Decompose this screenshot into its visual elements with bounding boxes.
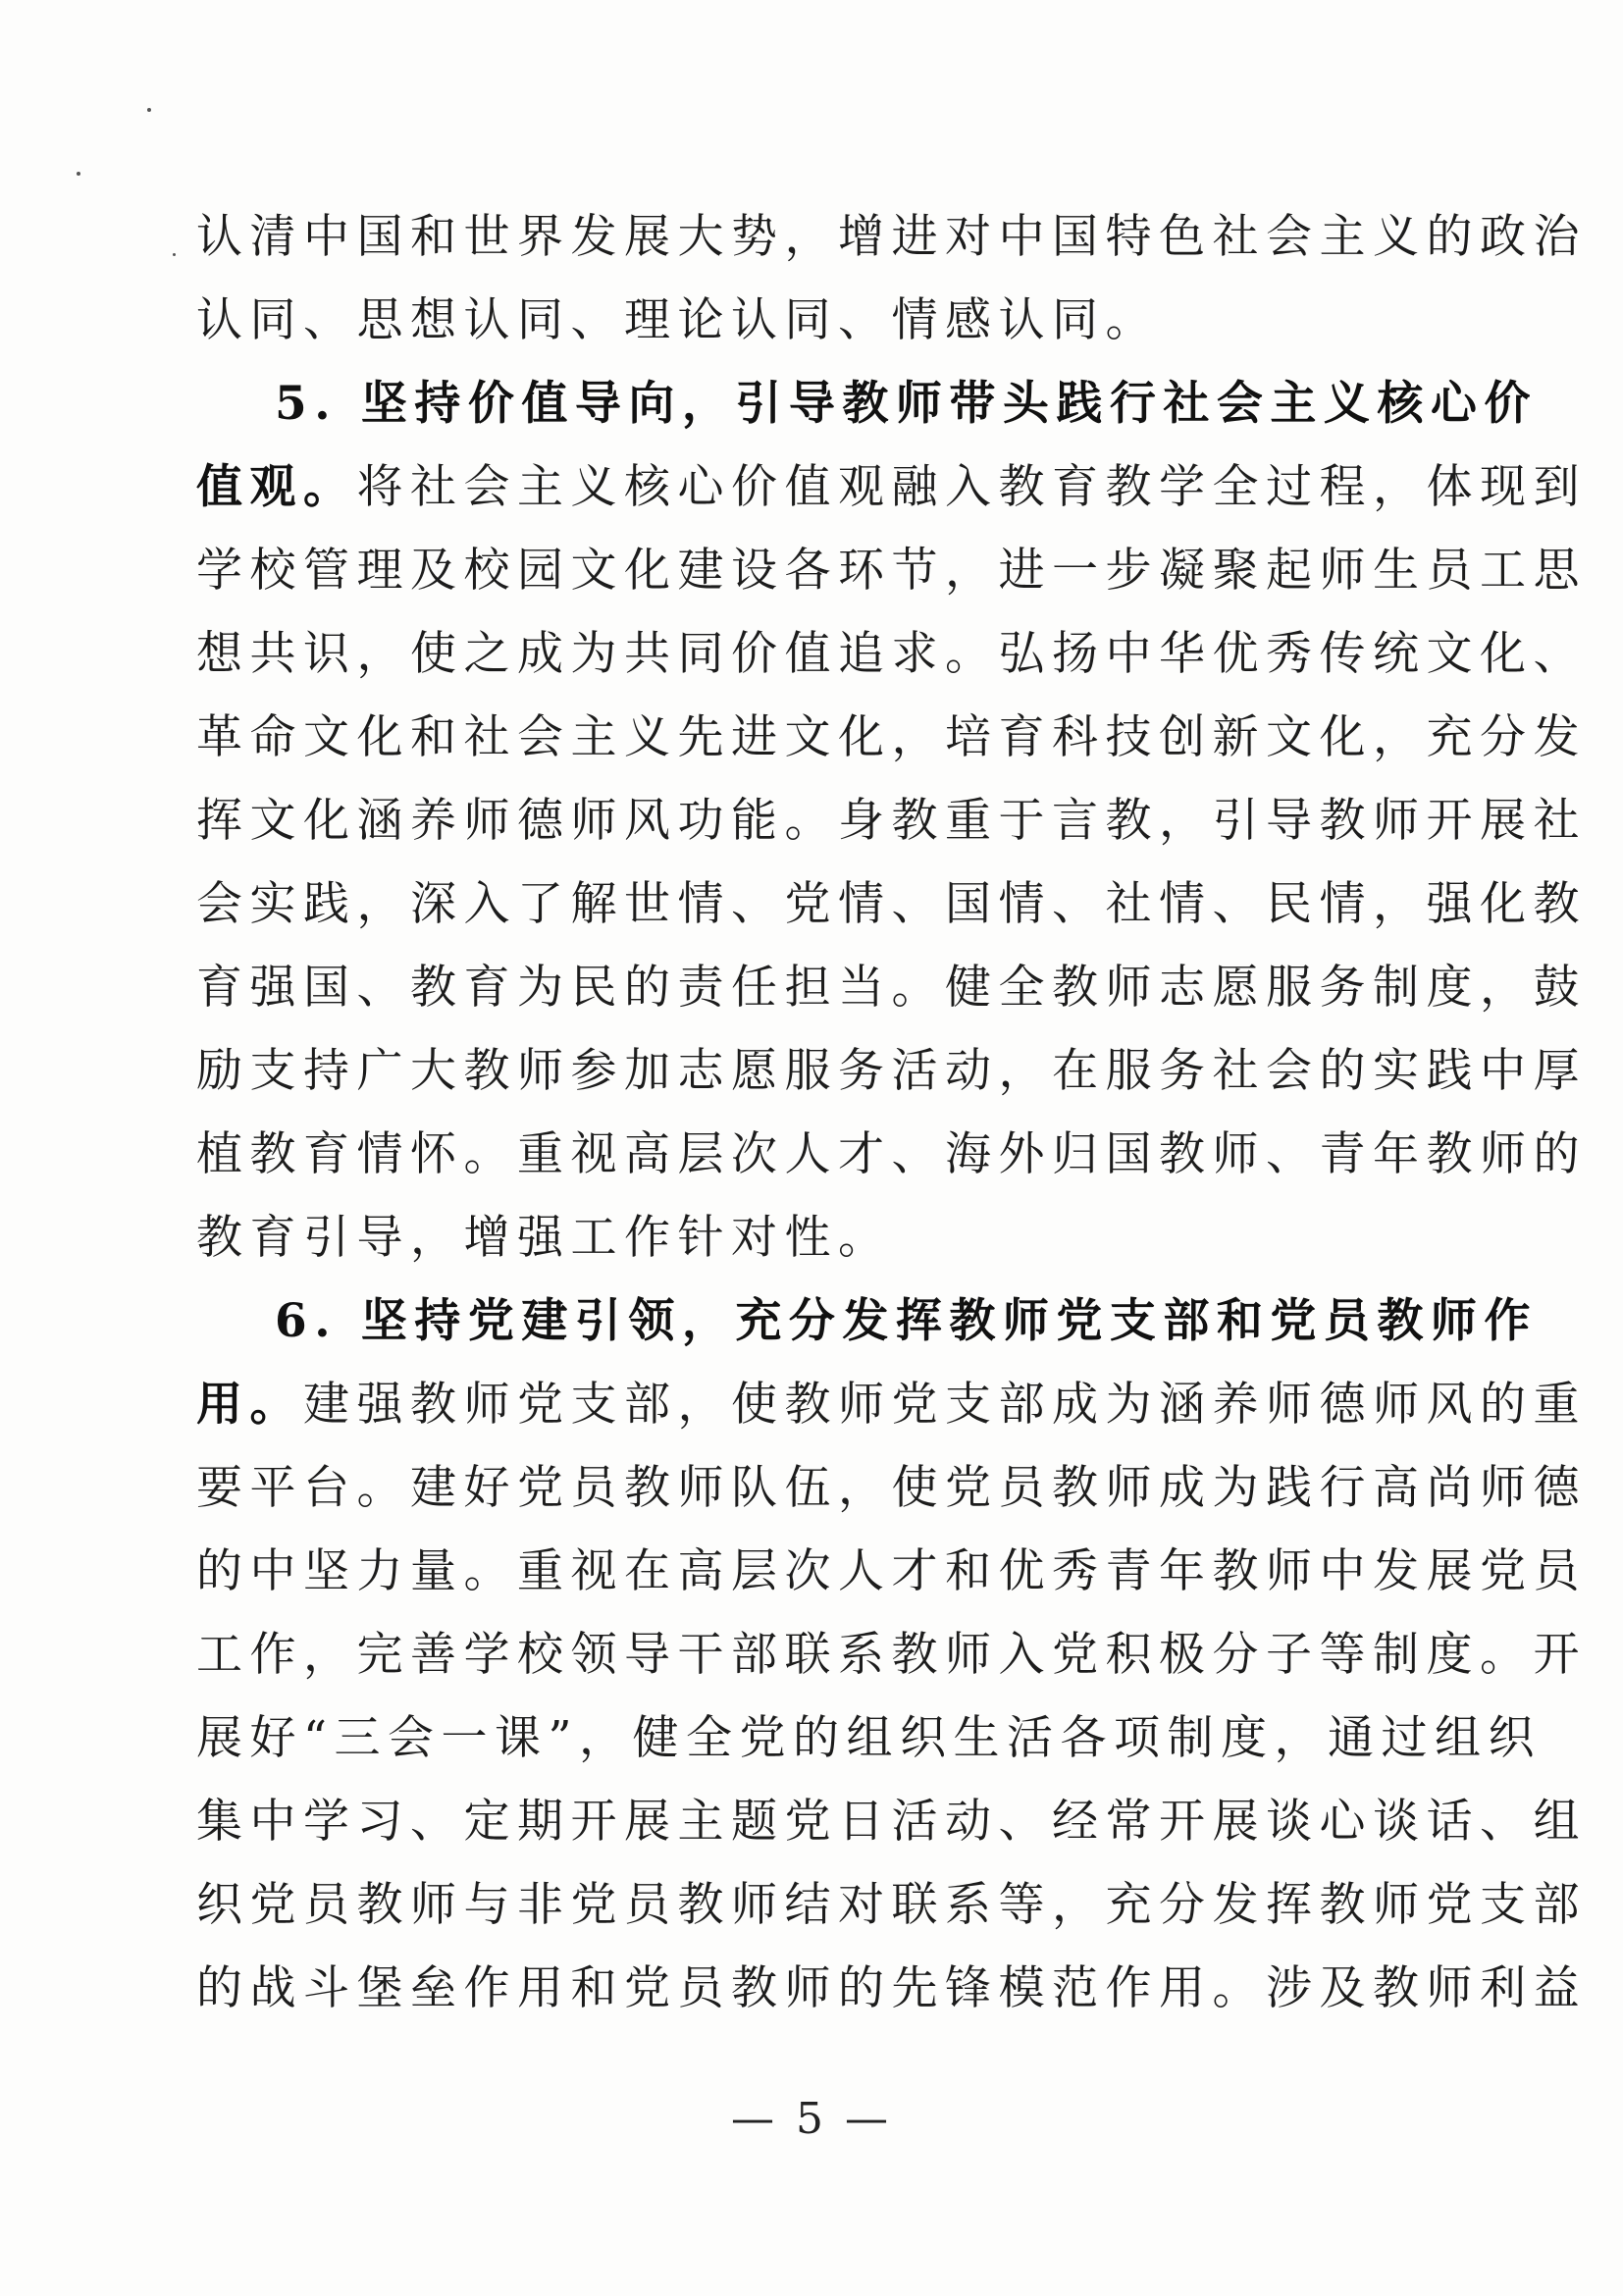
body-text-line: 植教育情怀。重视高层次人才、海外归国教师、青年教师的 bbox=[196, 1127, 1587, 1181]
body-text-line: 革命文化和社会主义先进文化，培育科技创新文化，充分发 bbox=[196, 710, 1587, 764]
scan-speck bbox=[147, 108, 151, 112]
page-number: — 5 — bbox=[731, 2094, 892, 2144]
section-6-text: 建强教师党支部，使教师党支部成为涵养师德师风的重 bbox=[303, 1378, 1587, 1432]
body-text-line: 会实践，深入了解世情、党情、国情、社情、民情，强化教 bbox=[196, 877, 1587, 931]
body-text-line bbox=[196, 456, 1587, 519]
body-text-line: 集中学习、定期开展主题党日活动、经常开展谈心谈话、组 bbox=[196, 1795, 1587, 1849]
section-5-heading-end: 值观。 bbox=[196, 460, 357, 514]
section-5-heading: 5. 坚持价值导向，引导教师带头践行社会主义核心价 bbox=[275, 377, 1538, 431]
section-5-text: 将社会主义核心价值观融入教育教学全过程，体现到 bbox=[356, 460, 1587, 514]
body-text-line: 育强国、教育为民的责任担当。健全教师志愿服务制度，鼓 bbox=[196, 961, 1587, 1015]
section-6-heading-end: 用。 bbox=[196, 1378, 303, 1432]
body-text-line: 的中坚力量。重视在高层次人才和优秀青年教师中发展党员 bbox=[196, 1544, 1587, 1598]
body-text-line: 要平台。建好党员教师队伍，使党员教师成为践行高尚师德 bbox=[196, 1461, 1587, 1515]
body-text-line: 励支持广大教师参加志愿服务活动，在服务社会的实践中厚 bbox=[196, 1044, 1587, 1098]
body-text-line: 学校管理及校园文化建设各环节，进一步凝聚起师生员工思 bbox=[196, 544, 1587, 598]
section-6-heading: 6. 坚持党建引领，充分发挥教师党支部和党员教师作 bbox=[275, 1294, 1538, 1348]
body-text-line: 教育引导，增强工作针对性。 bbox=[196, 1211, 892, 1265]
body-text-line: 挥文化涵养师德师风功能。身教重于言教，引导教师开展社 bbox=[196, 794, 1587, 848]
body-text-line: 展好“三会一课”，健全党的组织生活各项制度，通过组织 bbox=[196, 1711, 1543, 1765]
body-text-line: 认同、思想认同、理论认同、情感认同。 bbox=[196, 293, 1159, 347]
body-text-line: 想共识，使之成为共同价值追求。弘扬中华优秀传统文化、 bbox=[196, 627, 1587, 681]
scan-speck bbox=[77, 172, 80, 176]
body-text-line bbox=[196, 1374, 1587, 1436]
body-text-line: 工作，完善学校领导干部联系教师入党积极分子等制度。开 bbox=[196, 1628, 1587, 1682]
scan-speck bbox=[173, 253, 176, 256]
body-text-line: 的战斗堡垒作用和党员教师的先锋模范作用。涉及教师利益 bbox=[196, 1961, 1587, 2015]
body-text-line: 织党员教师与非党员教师结对联系等，充分发挥教师党支部 bbox=[196, 1878, 1587, 1932]
body-text-line: 认清中国和世界发展大势，增进对中国特色社会主义的政治 bbox=[196, 210, 1587, 264]
